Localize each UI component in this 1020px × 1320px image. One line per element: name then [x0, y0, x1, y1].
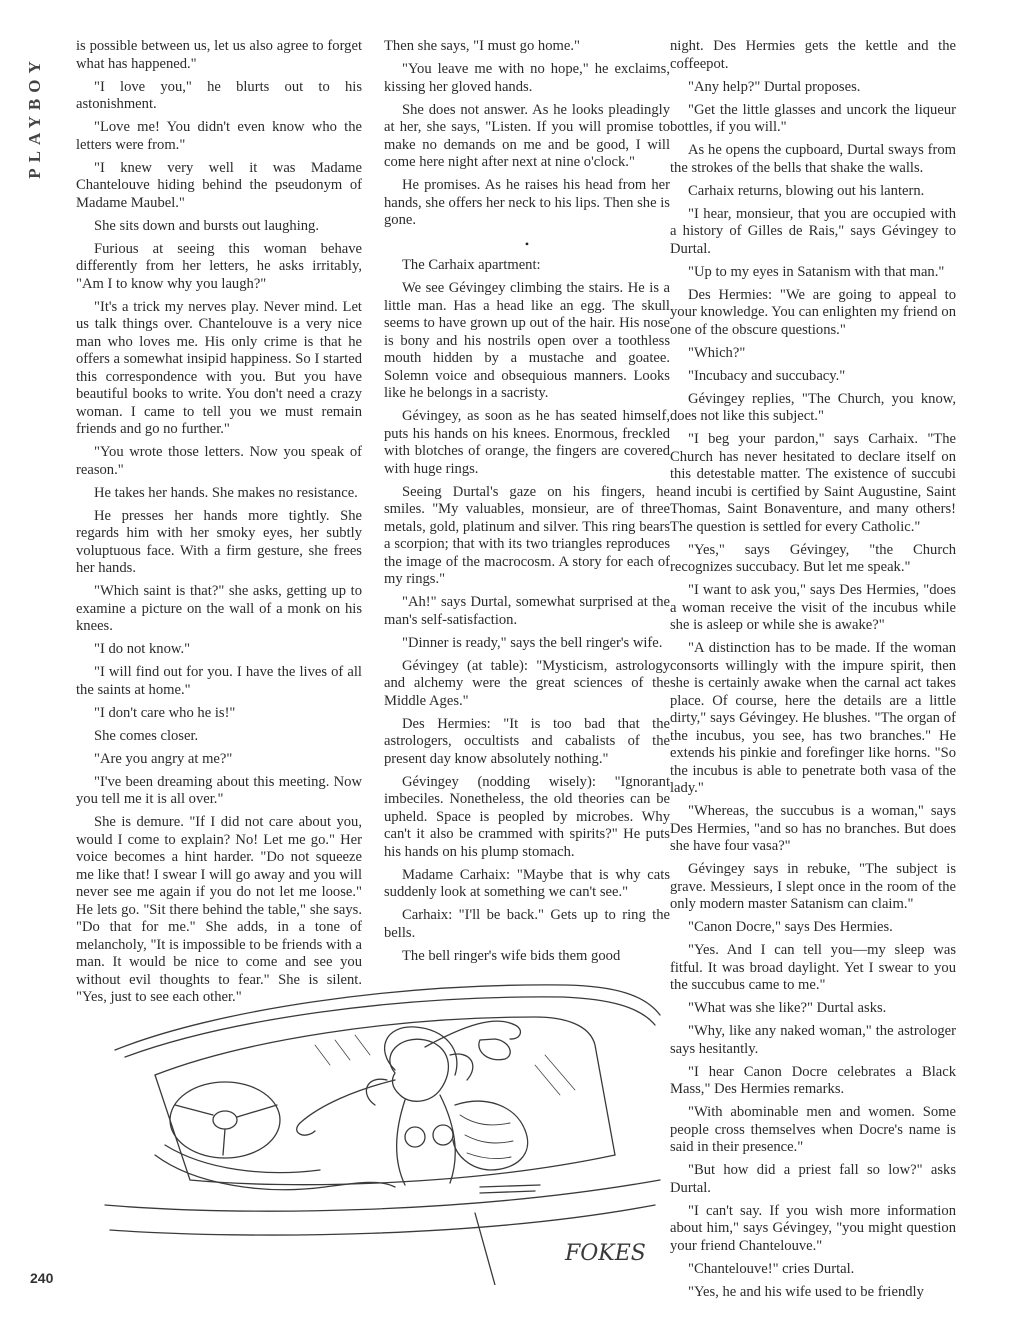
paragraph: "I love you," he blurts out to his astonishment. — [76, 78, 362, 112]
paragraph: "You wrote those letters. Now you speak of reason." — [76, 444, 362, 478]
paragraph: "Yes. And I can tell you—my sleep was fitful. It was broad daylight. Yet I swear to you the succubus came to me." — [670, 942, 956, 993]
paragraph: "You leave me with no hope," he exclaims, kissing her gloved hands. — [384, 61, 670, 95]
paragraph: "I will find out for you. I have the lives of all the saints at home." — [76, 664, 362, 698]
paragraph: "I knew very well it was Madame Chantelouve hiding behind the pseudonym of Madame Maubel." — [76, 159, 362, 211]
paragraph: is possible between us, let us also agree to forget what has happened." — [76, 38, 362, 72]
paragraph: "Are you angry at me?" — [94, 750, 233, 767]
paragraph: "I can't say. If you wish more information about him," says Gévingey, "you might question your friend Chantelouve." — [670, 1202, 956, 1254]
paragraph: "Whereas, the succubus is a woman," says Des Hermies, "and so has no branches. But does she have four vasa?" — [670, 803, 956, 854]
paragraph: "Incubacy and succubacy." — [688, 367, 846, 384]
page-number: 240 — [30, 1270, 54, 1286]
paragraph: He takes her hands. She makes no resistance. — [94, 484, 358, 501]
paragraph: She sits down and bursts out laughing. — [94, 217, 319, 234]
paragraph: The bell ringer's wife bids them good — [402, 947, 621, 964]
paragraph: Gévingey replies, "The Church, you know, does not like this subject." — [670, 390, 956, 424]
paragraph: "I hear, monsieur, that you are occupied with a history of Gilles de Rais," says Gévingey to Durtal. — [670, 205, 956, 257]
paragraph: "Ah!" says Durtal, somewhat surprised at the man's self-satisfaction. — [384, 594, 670, 628]
paragraph: "Any help?" Durtal proposes. — [688, 78, 861, 95]
paragraph: night. Des Hermies gets the kettle and the coffeepot. — [670, 38, 956, 72]
paragraph: "Canon Docre," says Des Hermies. — [688, 919, 893, 935]
paragraph: She does not answer. As he looks pleadingly at her, she says, "Listen. If you will promise to make no demands on me and be good, I will come here night after next at nine o'clock." — [384, 101, 670, 170]
paragraph: "Yes," says Gévingey, "the Church recognizes succubacy. But let me speak." — [670, 541, 956, 575]
text-column-3 — [670, 38, 956, 1307]
paragraph: Carhaix: "I'll be back." Gets up to ring the bells. — [384, 907, 670, 941]
paragraph: "Chantelouve!" cries Durtal. — [688, 1260, 855, 1277]
paragraph: "Why, like any naked woman," the astrologer says hesitantly. — [670, 1023, 956, 1057]
paragraph: Then she says, "I must go home." — [384, 38, 580, 54]
paragraph: "I've been dreaming about this meeting. Now you tell me it is all over." — [76, 773, 362, 807]
paragraph: "I want to ask you," says Des Hermies, "does a woman receive the visit of the incubus while she is asleep or while she is awake?" — [670, 582, 956, 633]
paragraph: "Which saint is that?" she asks, getting up to examine a picture on the wall of a monk on his knees. — [76, 583, 362, 634]
paragraph: "Love me! You didn't even know who the letters were from." — [76, 119, 362, 153]
paragraph: "Get the little glasses and uncork the liqueur bottles, if you will." — [670, 101, 956, 135]
paragraph: Madame Carhaix: "Maybe that is why cats suddenly look at something we can't see." — [384, 866, 670, 900]
paragraph: "A distinction has to be made. If the woman consorts willingly with the impure spirit, then she is certainly awake when the carnal act takes place. Of course, here the details are a little dirty," says Gévingey. He blushes. "The organ of the incubus, you see, has two branches." He extends his pinkie and forefinger like horns. "So the incubus is able to penetrate both vasa of the lady." — [670, 640, 956, 796]
paragraph: She comes closer. — [94, 727, 199, 744]
paragraph: The Carhaix apartment: — [402, 257, 541, 273]
paragraph: "But how did a priest fall so low?" asks Durtal. — [670, 1162, 956, 1196]
paragraph: "I do not know." — [94, 641, 191, 657]
illustration-drawing — [95, 955, 670, 1285]
car-window-illustration — [95, 955, 670, 1285]
paragraph: "I don't care who he is!" — [94, 704, 236, 721]
paragraph: "It's a trick my nerves play. Never mind. Let us talk things over. Chantelouve is a very nice man who loves me. His only crime is that he offers a somewhat insipid happiness. So I started this correspondence with you. But you have beautiful books to write. You don't need a crazy woman. I came to tell you we must remain friends and go no further." — [76, 298, 362, 437]
paragraph: "What was she like?" Durtal asks. — [688, 1000, 887, 1016]
paragraph: Gévingey says in rebuke, "The subject is grave. Messieurs, I slept once in the room of the only modern master Satanism can claim." — [670, 861, 956, 912]
paragraph: Gévingey, as soon as he has seated himself, puts his hands on his knees. Enormous, freckled with blotches of orange, the fingers are covered with huge rings. — [384, 408, 670, 477]
paragraph: Furious at seeing this woman behave differently from her letters, he asks irritably, "Am I to know why you laugh?" — [76, 240, 362, 292]
paragraph: We see Gévingey climbing the stairs. He is a little man. Has a head like an egg. The skull seems to have grown up out of the hair. His nose is bony and his nostrils open over a toothless mouth hidden by a mustache and goatee. Solemn voice and obsequious manners. Looks like he belongs in a sacristy. — [384, 280, 670, 401]
paragraph: Gévingey (nodding wisely): "Ignorant imbeciles. Nonetheless, the old theories can be upheld. Space is peopled by microbes. Why can't it also be crammed with spirits?" He puts his hands on his plump stomach. — [384, 773, 670, 860]
paragraph: Seeing Durtal's gaze on his fingers, he smiles. "My valuables, monsieur, are of three metals, gold, platinum and silver. This ring bears a scorpion; that with its two triangles reproduces the image of the macrocosm. A story for each of my rings." — [384, 483, 670, 587]
magazine-side-label: PLAYBOY — [25, 55, 44, 179]
paragraph: "Dinner is ready," says the bell ringer's wife. — [402, 634, 663, 651]
section-break-dot: • — [524, 236, 530, 251]
paragraph: "Which?" — [688, 344, 746, 361]
text-column-1 — [76, 38, 362, 1012]
paragraph: "I beg your pardon," says Carhaix. "The Church has never hesitated to declare itself on this detestable matter. The existence of succubi and incubi is certified by Saint Augustine, Saint Thomas, Saint Bonaventure, and many others! The question is settled for every Catholic." — [670, 431, 956, 535]
paragraph: "Yes, he and his wife used to be friendly — [688, 1283, 924, 1300]
paragraph: "Up to my eyes in Satanism with that man." — [688, 263, 945, 280]
paragraph: He presses her hands more tightly. She regards him with her smoky eyes, her subtly voluptuous face. With a firm gesture, she frees her hands. — [76, 507, 362, 576]
paragraph: Carhaix returns, blowing out his lantern. — [688, 182, 925, 199]
paragraph: "With abominable men and women. Some people cross themselves when Docre's name is said in their presence." — [670, 1104, 956, 1155]
text-column-2 — [384, 38, 670, 971]
paragraph: Des Hermies: "It is too bad that the astrologers, occultists and cabalists of the present day know absolutely nothing." — [384, 715, 670, 767]
paragraph: He promises. As he raises his head from her hands, she offers her neck to his lips. Then she is gone. — [384, 177, 670, 228]
artist-signature: FOKES — [565, 1241, 646, 1266]
paragraph: As he opens the cupboard, Durtal sways from the strokes of the bells that shake the walls. — [670, 142, 956, 176]
paragraph: "I hear Canon Docre celebrates a Black Mass," Des Hermies remarks. — [670, 1063, 956, 1097]
paragraph: Gévingey (at table): "Mysticism, astrology and alchemy were the great sciences of the Middle Ages." — [384, 657, 670, 709]
paragraph: Des Hermies: "We are going to appeal to your knowledge. You can enlighten my friend on one of the obscure questions." — [670, 286, 956, 338]
paragraph: She is demure. "If I did not care about you, would I come to explain? No! Let me go." Her voice becomes a hint harder. "Do not squeeze me like that! I swear I will go away and you will never see me again if you do not let me loose." He lets go. "Sit there behind the table," she says. "Do that for me." She adds, in a tone of melancholy, "It is impossible to be friends with a man. It would be nice to come and see you without evil thoughts to fear." She is silent. "Yes, just to see each other." — [76, 814, 362, 1005]
